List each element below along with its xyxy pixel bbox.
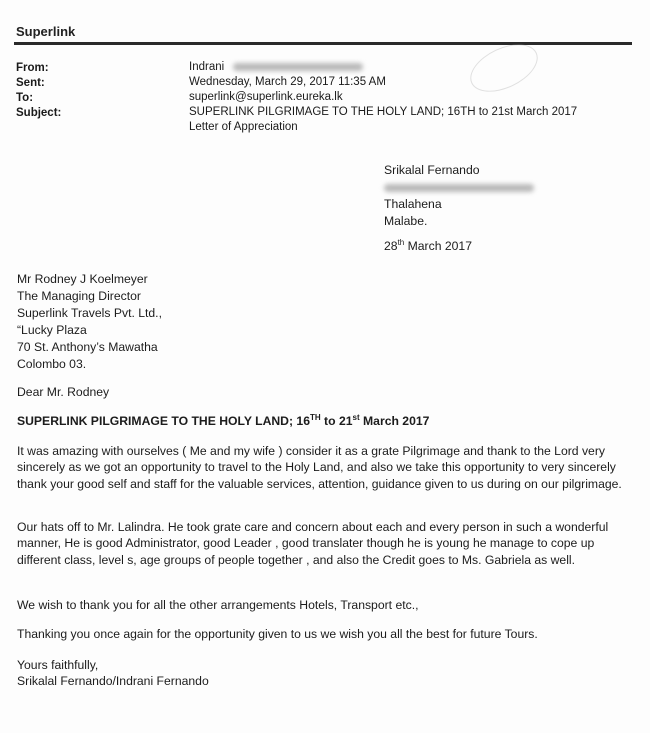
subject-part: SUPERLINK PILGRIMAGE TO THE HOLY LAND; 16 <box>17 414 310 428</box>
recipient-line: The Managing Director <box>17 289 141 303</box>
to-label: To: <box>16 92 34 104</box>
paragraph-3: We wish to thank you for all the other arrangements Hotels, Transport etc., <box>17 598 419 612</box>
sender-city: Thalahena <box>384 197 442 211</box>
sent-value: Wednesday, March 29, 2017 11:35 AM <box>189 76 386 88</box>
header-rule <box>14 42 632 45</box>
letter-subject <box>17 413 627 429</box>
from-value <box>189 60 629 75</box>
salutation: Dear Mr. Rodney <box>17 385 110 399</box>
recipient-line: Colombo 03. <box>17 357 87 371</box>
sender-town: Malabe. <box>384 214 428 228</box>
recipient-line: Superlink Travels Pvt. Ltd., <box>17 306 162 320</box>
redacted-email <box>233 63 363 71</box>
letter-date <box>384 238 534 255</box>
subject-sup: TH <box>310 412 321 422</box>
recipient-line: “Lucky Plaza <box>17 323 87 337</box>
sent-label: Sent: <box>16 77 45 89</box>
paragraph-4: Thanking you once again for the opportunity given to us we wish you all the best for future Tours. <box>17 627 538 641</box>
recipient-line: 70 St. Anthony’s Mawatha <box>17 340 158 354</box>
sender-name: Srikalal Fernando <box>384 163 480 177</box>
date-suffix: th <box>397 237 405 247</box>
subject-label: Subject: <box>16 107 62 119</box>
date-rest: March 2017 <box>404 239 472 253</box>
from-name: Indrani <box>189 61 225 73</box>
redacted-street <box>384 184 534 192</box>
subject-part: to 21 <box>320 414 353 428</box>
signature: Srikalal Fernando/Indrani Fernando <box>17 674 209 688</box>
subject-sup: st <box>352 412 360 422</box>
from-label: From: <box>16 62 49 74</box>
to-value: superlink@superlink.eureka.lk <box>189 91 343 103</box>
paragraph-2: Our hats off to Mr. Lalindra. He took grate care and concern about each and every person in such a wonderful manner, He is good Administrator, good Leader , good translater though he is young he manage to cope up different class, level s, age groups of people together , and also the Credit goes to Ms. Gabriela as well. <box>17 520 609 567</box>
closing: Yours faithfully, <box>17 658 99 672</box>
recipient-line: Mr Rodney J Koelmeyer <box>17 272 148 286</box>
date-day: 28 <box>384 239 398 253</box>
sender-address <box>384 162 534 255</box>
paragraph-1: It was amazing with ourselves ( Me and my wife ) consider it as a grate Pilgrimage and thank to the Lord very sincerely as we got an opportunity to travel to the Holy Land, and also we take this opportunity to very sincerely thank your good self and staff for the valuable services, attention, guidance given to us during on our pilgrimage. <box>17 444 622 491</box>
subject-value: SUPERLINK PILGRIMAGE TO THE HOLY LAND; 16TH to 21st March 2017 Letter of Appreciation <box>189 106 578 133</box>
sender-street <box>384 179 534 196</box>
brand-title: Superlink <box>16 24 76 39</box>
subject-part: March 2017 <box>359 414 430 428</box>
recipient-address <box>17 271 162 373</box>
